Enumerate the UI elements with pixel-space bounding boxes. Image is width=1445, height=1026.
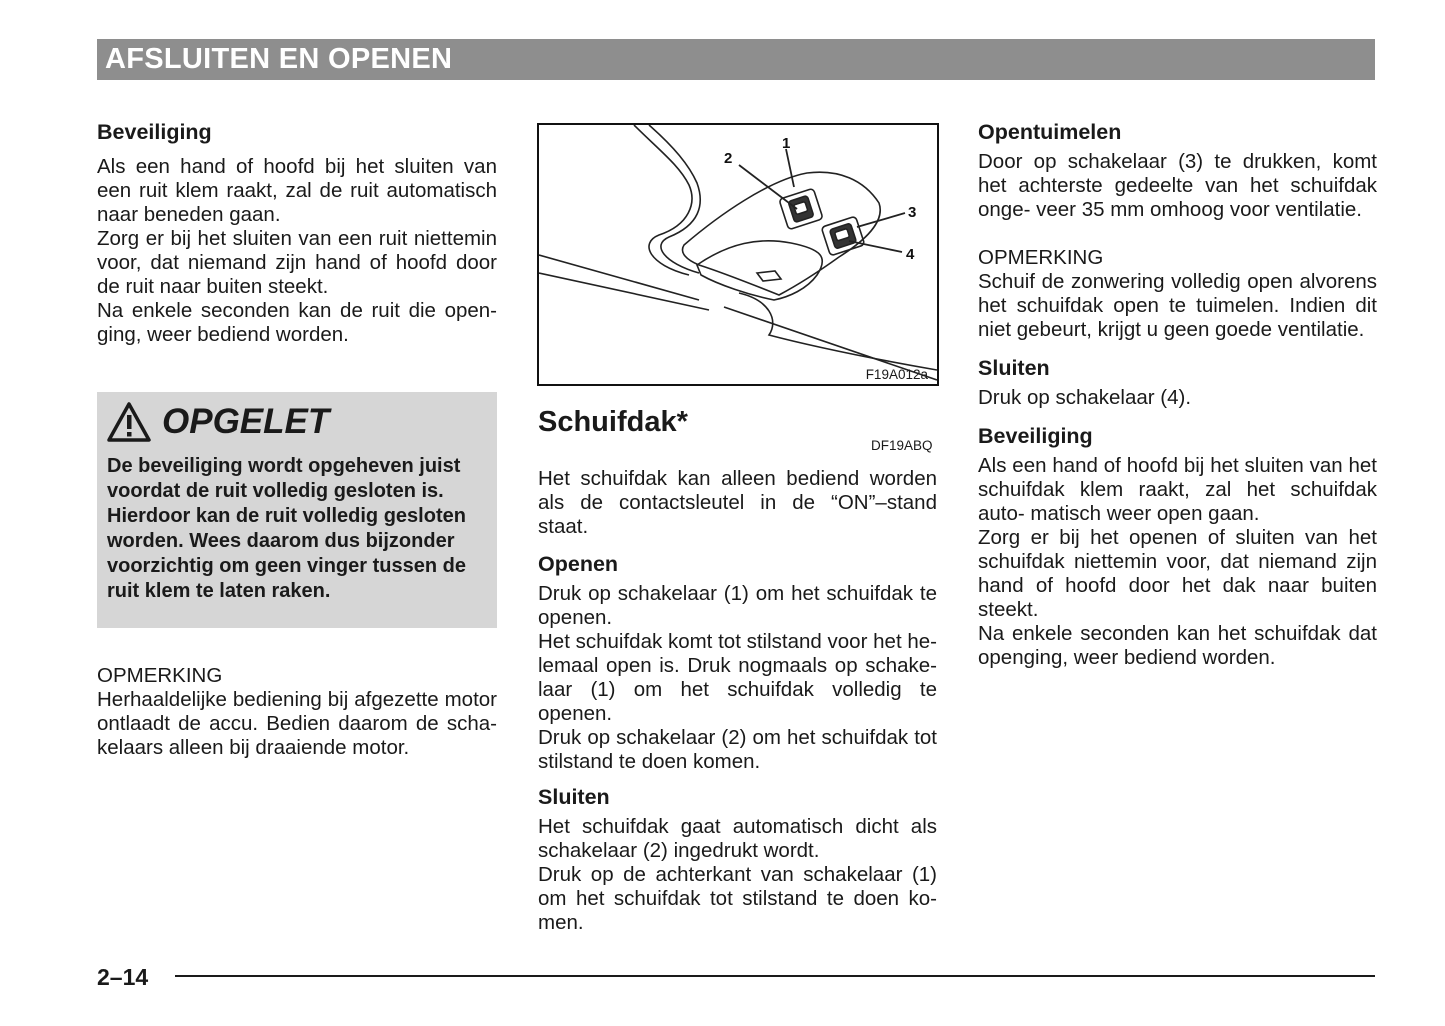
note-text: Schuif de zonwering volledig open alvorens het schuifdak open te tuimelen. Indien dit niet gebeurt, krijgt u geen goede ventilatie.	[978, 270, 1377, 341]
warning-line: Hierdoor kan de ruit volledig gesloten	[107, 505, 466, 527]
section-header	[97, 39, 1375, 80]
note-label: OPMERKING	[978, 246, 1104, 269]
heading-sluiten: Sluiten	[978, 356, 1050, 380]
paragraph: Druk op de achterkant van schakelaar (1) om het schuifdak tot stilstand te doen ko- men.	[538, 863, 937, 934]
page-number: 2–14	[97, 964, 149, 990]
figure-code: F19A012a	[865, 367, 928, 382]
left-column	[97, 119, 497, 347]
paragraph: Druk op schakelaar (4).	[978, 386, 1192, 409]
paragraph: Het schuifdak komt tot stilstand voor het he- lemaal open is. Druk nogmaals op schake- laar (1) om het schuifdak volledig te openen.	[538, 630, 937, 725]
paragraph: Na enkele seconden kan het schuifdak dat openging, weer bediend worden.	[978, 622, 1377, 669]
middle-column	[538, 467, 937, 935]
paragraph: Het schuifdak gaat automatisch dicht als schakelaar (2) ingedrukt wordt.	[538, 815, 937, 862]
note-text: Herhaaldelijke bediening bij afgezette motor ontlaadt de accu. Bedien daarom de scha- kelaars alleen bij draaiende motor.	[97, 688, 497, 759]
heading-beveiliging: Beveiliging	[97, 120, 212, 144]
warning-line: ruit klem te laten raken.	[107, 580, 331, 602]
heading-openen: Openen	[538, 552, 619, 576]
heading-sluiten: Sluiten	[538, 785, 610, 809]
callout-1: 1	[782, 135, 791, 152]
paragraph: Zorg er bij het openen of sluiten van het schuifdak niettemin voor, dat niemand zijn hand of hoofd door het dak naar buiten steekt.	[978, 526, 1377, 621]
note-label: OPMERKING	[97, 664, 223, 687]
paragraph: Zorg er bij het sluiten van een ruit niettemin voor, dat niemand zijn hand of hoofd door de ruit naar buiten steekt.	[97, 227, 497, 298]
warning-triangle-icon	[106, 401, 152, 443]
warning-text	[107, 454, 487, 604]
overhead-console-illustration	[539, 125, 937, 384]
paragraph: Het schuifdak kan alleen bediend worden als de contactsleutel in de “ON”–stand staat.	[538, 467, 937, 538]
warning-line: worden. Wees daarom dus bijzonder	[107, 530, 455, 552]
paragraph: Als een hand of hoofd bij het sluiten van het schuifdak klem raakt, zal het schuifdak auto- matisch weer open gaan.	[978, 454, 1377, 525]
left-note	[97, 664, 497, 760]
warning-box	[97, 392, 497, 628]
paragraph: Door op schakelaar (3) te drukken, komt het achterste gedeelte van het schuifdak onge- veer 35 mm omhoog voor ventilatie.	[978, 150, 1377, 221]
warning-line: voorzichtig om geen vinger tussen de	[107, 555, 466, 577]
doc-code: DF19ABQ	[871, 438, 933, 453]
callout-2: 2	[724, 150, 733, 167]
callout-3: 3	[908, 204, 917, 221]
warning-title	[106, 400, 329, 444]
paragraph: Als een hand of hoofd bij het sluiten van een ruit klem raakt, zal de ruit automatisch naar beneden gaan.	[97, 155, 497, 226]
right-column	[978, 119, 1377, 670]
heading-beveiliging: Beveiliging	[978, 424, 1093, 448]
warning-title-text: OPGELET	[162, 402, 330, 441]
section-title: AFSLUITEN EN OPENEN	[105, 43, 453, 75]
paragraph: Na enkele seconden kan de ruit die open- ging, weer bediend worden.	[97, 299, 497, 346]
paragraph: Druk op schakelaar (1) om het schuifdak te openen.	[538, 582, 937, 629]
warning-line: voordat de ruit volledig gesloten is.	[107, 480, 444, 502]
paragraph: Druk op schakelaar (2) om het schuifdak tot stilstand te doen komen.	[538, 726, 937, 773]
heading-opentuimelen: Opentuimelen	[978, 120, 1122, 144]
callout-4: 4	[906, 246, 915, 263]
warning-line: De beveiliging wordt opgeheven juist	[107, 455, 461, 477]
heading-schuifdak: Schuifdak*	[538, 406, 688, 438]
sunroof-switch-figure	[537, 123, 939, 386]
footer-divider	[175, 975, 1375, 977]
